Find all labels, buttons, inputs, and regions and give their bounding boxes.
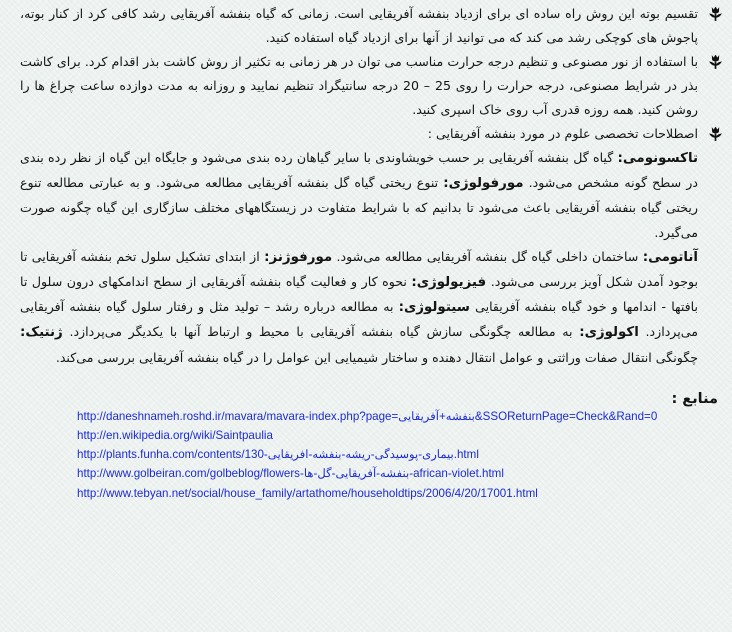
term-morphogenesis: مورفوژنز: (264, 249, 333, 265)
paragraph-text: اصطلاحات تخصصی علوم در مورد بنفشه آفریقایی : (427, 126, 698, 141)
definition-ecology: به مطالعه چگونگی سازش گیاه بنفشه آفریقایی با محیط و ارتباط آنها با یکدیگر می‌پردازد. (62, 324, 580, 340)
references-list (4, 407, 726, 503)
paragraph-terms-heading (4, 122, 726, 146)
term-taxonomy: تاکسونومی: (617, 151, 698, 166)
article-content (4, 2, 726, 503)
paragraph-text: تقسیم بوته این روش راه ساده ای برای ازدیاد بنفشه آفریقایی است. زمانی که گیاه بنفشه آفریقایی رشد کافی کرد از کنار بوته، پاجوش های کوچکی رشد می کند که می توانید از آنها برای ازدیاد گیاه استفاده کنید. (20, 6, 698, 45)
tulip-bullet-icon (707, 125, 724, 142)
definition-morphology: تنوع ریختی گیاه گل بنفشه آفریقایی مطالعه می‌شود. و به عبارتی مطالعه تنوع ریختی گیاه بنفشه آفریقایی باعث می‌شود تا بدانیم که با شرایط متفاوت در زیستگاههای مختلف سازگاری این گیاه چگونه صورت می‌گیرد. (20, 175, 698, 240)
definition-anatomy: ساختمان داخلی گیاه گل بنفشه آفریقایی مطالعه می‌شود. (332, 248, 643, 264)
reference-link[interactable]: http://www.golbeiran.com/golbeblog/flowers-بنفشه-آفریقایی-گل-ها-african-violet.html (77, 467, 504, 481)
term-ecology: اکولوژی: (579, 325, 639, 341)
glossary-block (4, 146, 726, 370)
definition-taxonomy: گیاه گل بنفشه آفریقایی بر حسب خویشاوندی با سایر گیاهان رده بندی می‌شود و جایگاه این گیاه از نظر رده بندی در سطح گونه مشخص می‌شود. (20, 150, 698, 191)
paragraph-seed-sowing (4, 50, 726, 122)
term-cytology: سیتولوژی: (398, 300, 470, 316)
term-morphology: مورفولوژی: (443, 176, 524, 192)
term-genetics: ژنتیک: (20, 325, 63, 341)
definition-cytology: به مطالعه درباره رشد – تولید مثل و رفتار سلول گیاه بنفشه آفریقایی می‌پردازد. (20, 299, 699, 340)
paragraph-division (4, 2, 726, 50)
reference-link[interactable]: http://www.tebyan.net/social/house_family/artathome/householdtips/2006/4/20/17001.html (77, 486, 538, 500)
reference-link[interactable]: http://daneshnameh.roshd.ir/mavara/mavara-index.php?page=بنفشه+آفریقایی&SSOReturnPage=Check&Rand=0 (77, 409, 658, 423)
reference-link[interactable]: http://en.wikipedia.org/wiki/Saintpaulia (77, 429, 273, 443)
paragraph-text: با استفاده از نور مصنوعی و تنظیم درجه حرارت مناسب می توان در هر زمانی به تکثیر از روش کاشت بذر اقدام کرد. برای کاشت بذر در شرایط مصنوعی، درجه حرارت را روی 25 – 20 درجه سانتیگراد تنظیم نمایید و روزانه به مدت دوازده ساعت چراغ ها را روشن کنید. همه روزه قدری آب روی خاک اسپری کنید. (20, 54, 698, 117)
definition-genetics: چگونگی انتقال صفات وراثتی و عوامل انتقال دهنده و ساختار شیمیایی این عوامل را در گیاه بنفشه آفریقایی بررسی می‌کند. (55, 349, 698, 365)
definition-morphogenesis: از ابتدای تشکیل سلول تخم بنفشه آفریقایی تا بوجود آمدن شکل آویز بررسی می‌شود. (20, 248, 699, 290)
definition-physiology: نحوه کار و فعالیت گیاه بنفشه آفریقایی از سطح اندامکهای درون سلول تا بافتها - اندامها و خود گیاه بنفشه آفریقایی (20, 274, 698, 315)
term-anatomy: آناتومی: (642, 249, 698, 265)
tulip-bullet-icon (707, 5, 724, 22)
references-title: منابع : (671, 390, 718, 407)
reference-link[interactable]: http://plants.funha.com/contents/130-بیماری-پوسیدگی-ریشه-بنفشه-افریقایی.html (77, 448, 479, 462)
term-physiology: فیزیولوژی: (411, 275, 487, 291)
tulip-bullet-icon (707, 53, 724, 70)
